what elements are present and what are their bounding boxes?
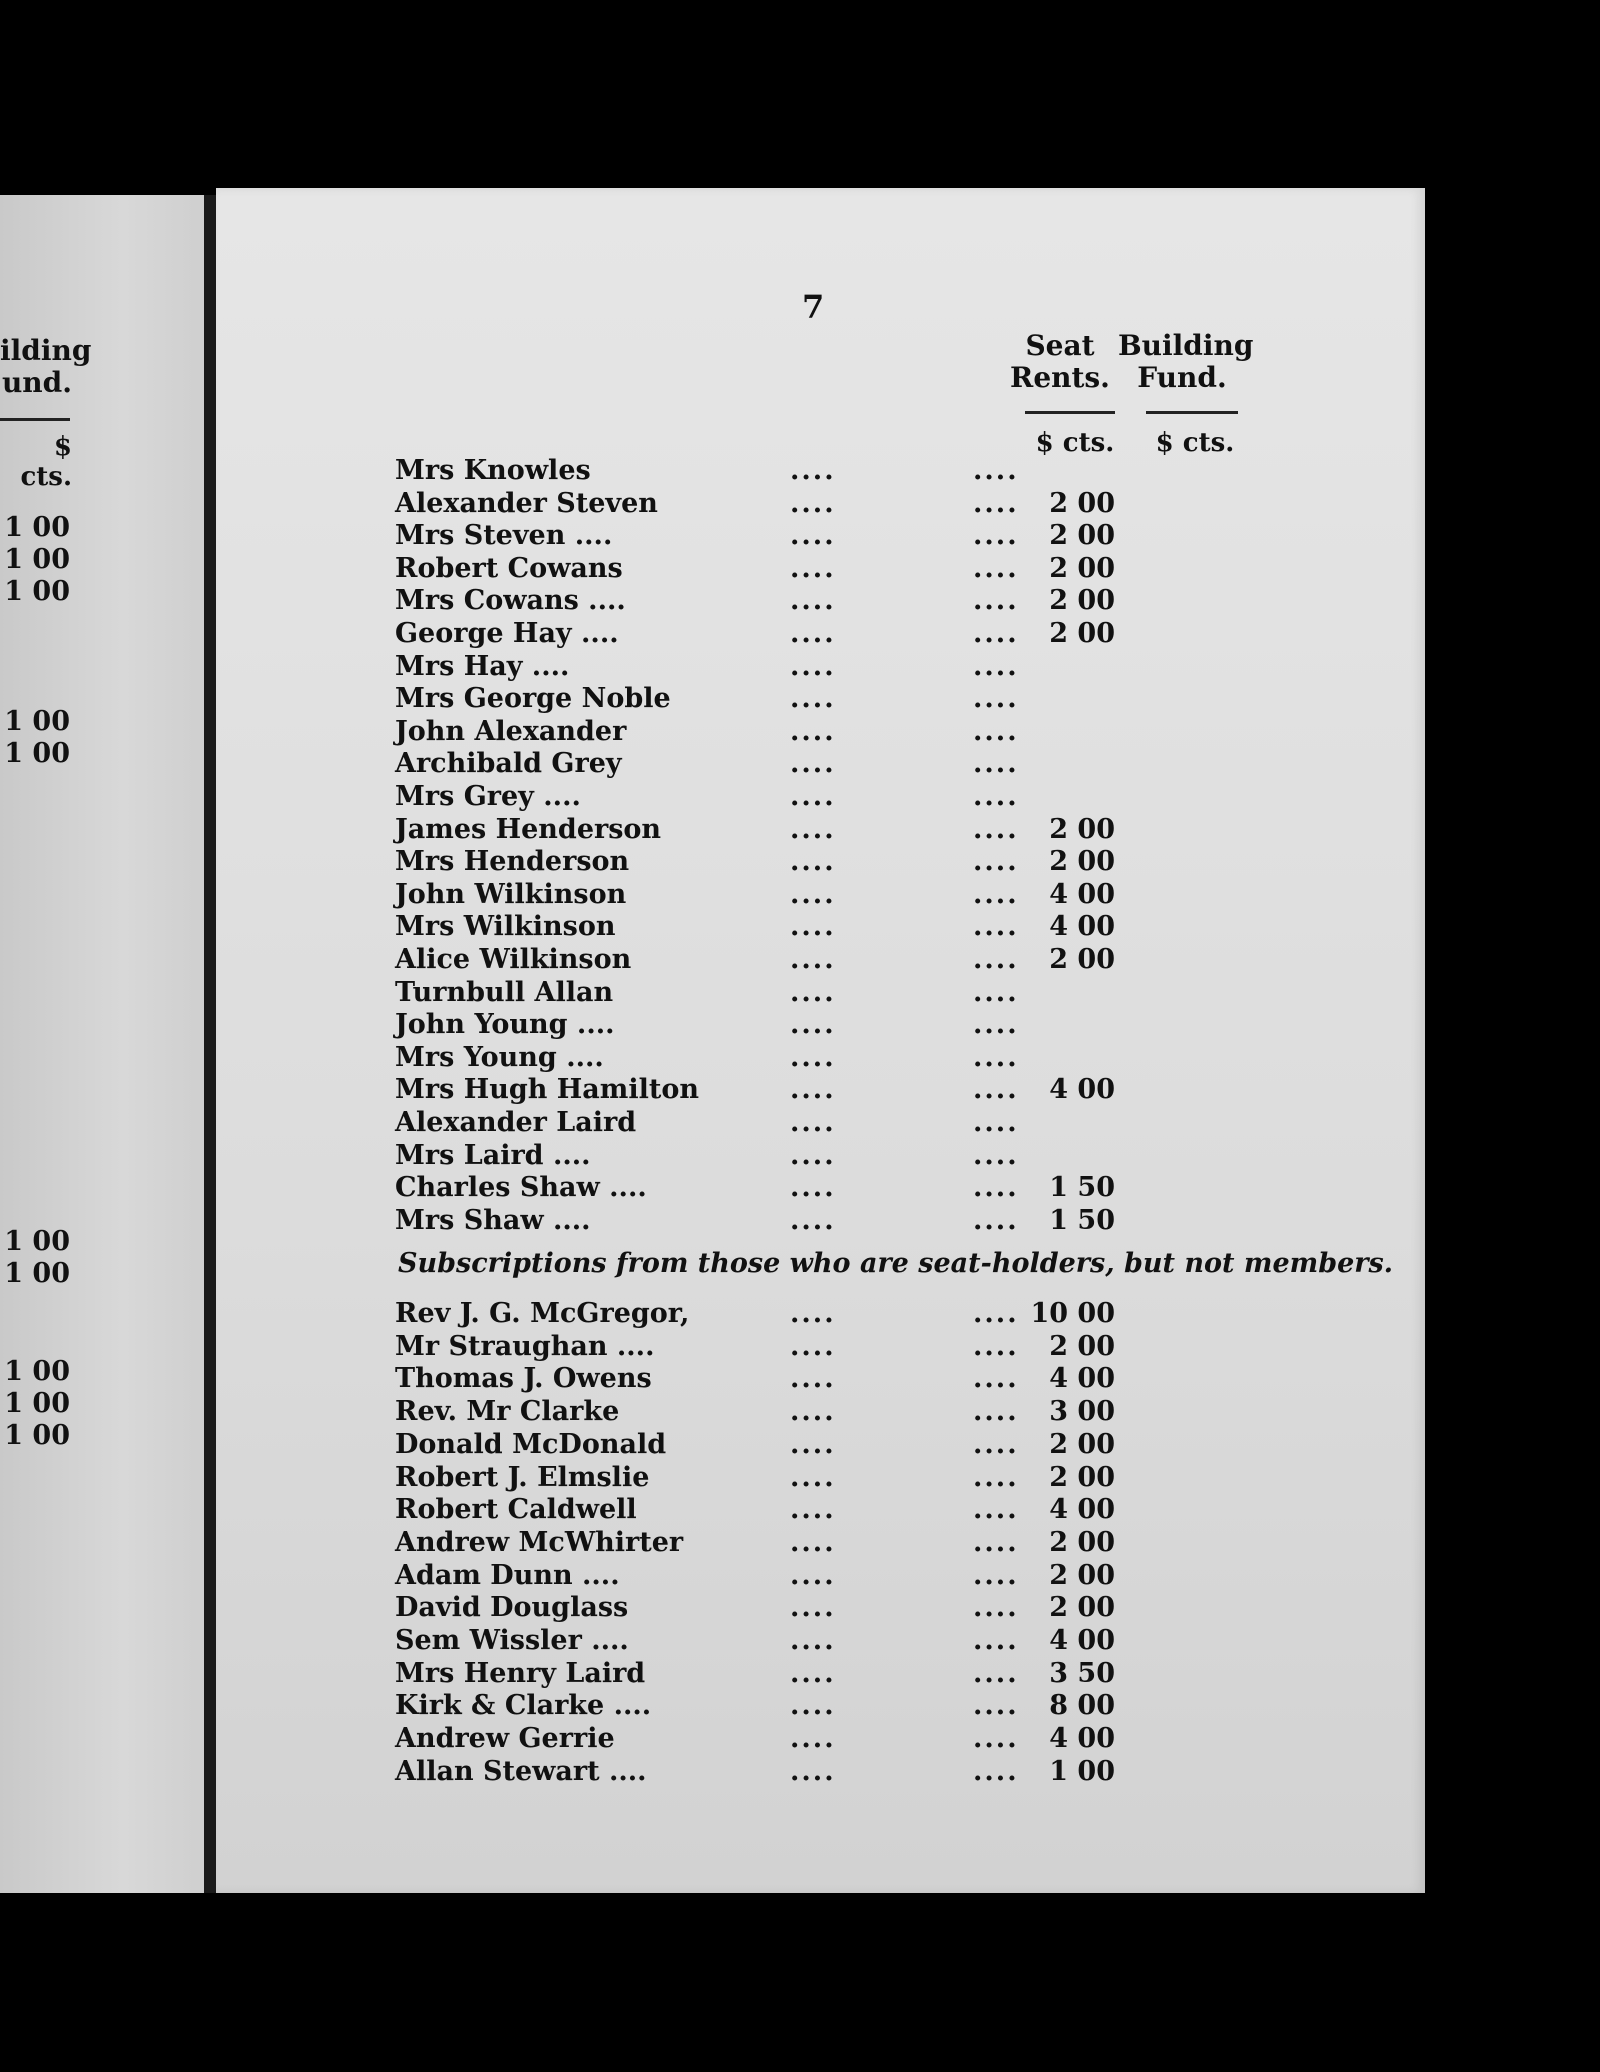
list-row (395, 879, 1155, 911)
list-row (395, 1592, 1155, 1624)
seat-rent-amount: 2 00 (1049, 1330, 1115, 1362)
leader-dots: .... (973, 813, 1019, 845)
page-number: 7 (802, 288, 825, 326)
list-row (395, 1527, 1155, 1559)
leader-dots: .... (973, 618, 1019, 649)
list-row (395, 1009, 1155, 1041)
seat-rent-amount: 2 00 (1049, 487, 1115, 519)
entry-name: Mrs George Noble (395, 683, 671, 715)
left-header-line1: ilding (0, 334, 92, 367)
entry-name: Alexander Laird (395, 1107, 637, 1138)
list-row (395, 911, 1155, 943)
list-row (395, 1107, 1155, 1139)
entry-name: David Douglass (395, 1592, 629, 1624)
leader-dots: .... (790, 976, 836, 1008)
leader-dots: .... (973, 552, 1019, 584)
seat-rent-amount: 2 00 (1049, 1461, 1115, 1493)
leader-dots: .... (790, 911, 836, 943)
leader-dots: .... (790, 1723, 836, 1755)
seat-rent-amount: 8 00 (1049, 1690, 1115, 1722)
list-row (395, 1172, 1155, 1204)
seat-rent-amount: 1 00 (1049, 1755, 1115, 1787)
entry-name: Mrs Cowans .... (395, 585, 626, 617)
leader-dots: .... (790, 1690, 836, 1722)
entry-name: Andrew Gerrie (395, 1723, 615, 1755)
leader-dots: .... (790, 1172, 836, 1204)
leader-dots: .... (790, 1428, 836, 1460)
leader-dots: .... (973, 585, 1019, 617)
leader-dots: .... (790, 748, 836, 780)
list-row (395, 520, 1155, 552)
entry-name: Mrs Hugh Hamilton (395, 1074, 699, 1106)
leader-dots: .... (790, 1041, 836, 1073)
leader-dots: .... (973, 1204, 1019, 1236)
list-row (395, 1462, 1155, 1494)
leader-dots: .... (790, 650, 836, 682)
leader-dots: .... (790, 1330, 836, 1362)
building-fund-line1: Building (1118, 329, 1254, 362)
building-fund-rule (1146, 411, 1238, 414)
leader-dots: .... (973, 1723, 1019, 1755)
leader-dots: .... (973, 878, 1019, 910)
leader-dots: .... (790, 1755, 836, 1787)
leader-dots: .... (973, 1559, 1019, 1591)
seat-rent-amount: 2 00 (1049, 944, 1115, 975)
seat-rent-amount: 3 00 (1049, 1396, 1115, 1428)
entry-name: Mrs Laird .... (395, 1139, 591, 1171)
entry-name: George Hay .... (395, 618, 619, 649)
seat-rents-header (1010, 330, 1110, 394)
seat-rent-amount: 1 50 (1049, 1204, 1115, 1236)
leader-dots: .... (790, 1461, 836, 1493)
entry-name: Donald McDonald (395, 1428, 667, 1460)
leader-dots: .... (973, 520, 1019, 552)
leader-dots: .... (973, 1461, 1019, 1493)
entry-name: Thomas J. Owens (395, 1363, 652, 1395)
leader-dots: .... (973, 1330, 1019, 1362)
list-row (395, 781, 1155, 813)
list-row (395, 1756, 1155, 1788)
leader-dots: .... (973, 944, 1019, 975)
leader-dots: .... (973, 1592, 1019, 1624)
left-value: 1 00 (4, 512, 70, 543)
leader-dots: .... (790, 944, 836, 975)
leader-dots: .... (790, 1363, 836, 1395)
left-building-fund-header (0, 334, 92, 399)
leader-dots: .... (973, 1657, 1019, 1689)
entry-name: Andrew McWhirter (395, 1526, 684, 1558)
seat-rent-amount: 4 00 (1049, 1625, 1115, 1656)
leader-dots: .... (790, 813, 836, 845)
seat-rent-amount: 2 00 (1049, 813, 1115, 845)
entry-name: Mrs Wilkinson (395, 911, 616, 943)
leader-dots: .... (973, 1625, 1019, 1656)
list-row (395, 1690, 1155, 1722)
left-value: 1 00 (4, 1420, 70, 1451)
leader-dots: .... (790, 585, 836, 617)
list-row (395, 1396, 1155, 1428)
left-value: 1 00 (4, 738, 70, 769)
leader-dots: .... (973, 1298, 1019, 1329)
list-row (395, 1140, 1155, 1172)
seat-rent-amount: 2 00 (1049, 585, 1115, 617)
entry-name: Allan Stewart .... (395, 1755, 647, 1787)
leader-dots: .... (790, 1009, 836, 1041)
left-value: 1 00 (4, 1258, 70, 1289)
building-fund-units: $ cts. (1155, 428, 1235, 458)
entry-name: Adam Dunn .... (395, 1559, 620, 1591)
leader-dots: .... (973, 976, 1019, 1008)
leader-dots: .... (973, 781, 1019, 812)
leader-dots: .... (973, 1428, 1019, 1460)
list-row (395, 846, 1155, 878)
page-gutter (204, 195, 216, 1893)
list-row (395, 651, 1155, 683)
seat-rent-amount: 3 50 (1049, 1657, 1115, 1689)
list-row (395, 455, 1155, 487)
entry-name: James Henderson (395, 813, 662, 845)
entry-name: Mrs Steven .... (395, 520, 613, 552)
seat-rent-amount: 4 00 (1049, 1074, 1115, 1106)
seat-rent-amount: 4 00 (1049, 1363, 1115, 1395)
section-heading: Subscriptions from those who are seat-holders, but not members. (398, 1248, 1394, 1279)
building-fund-header (1118, 329, 1254, 394)
seat-rent-amount: 2 00 (1049, 552, 1115, 584)
list-row (395, 1331, 1155, 1363)
entry-name: Mrs Henry Laird (395, 1657, 646, 1689)
entry-name: Rev. Mr Clarke (395, 1396, 620, 1428)
leader-dots: .... (790, 1559, 836, 1591)
leader-dots: .... (790, 455, 836, 486)
entry-name: Robert Cowans (395, 552, 623, 584)
left-units: $ cts. (20, 432, 72, 492)
leader-dots: .... (790, 1139, 836, 1171)
list-row (395, 1363, 1155, 1395)
seat-rent-amount: 2 00 (1049, 618, 1115, 649)
list-row (395, 977, 1155, 1009)
leader-dots: .... (973, 846, 1019, 878)
list-row (395, 814, 1155, 846)
leader-dots: .... (790, 683, 836, 715)
leader-dots: .... (790, 1107, 836, 1138)
leader-dots: .... (790, 1298, 836, 1329)
list-row (395, 1042, 1155, 1074)
leader-dots: .... (790, 1396, 836, 1428)
leader-dots: .... (790, 781, 836, 812)
seat-rent-amount: 2 00 (1049, 1592, 1115, 1624)
leader-dots: .... (790, 1204, 836, 1236)
leader-dots: .... (973, 1363, 1019, 1395)
left-header-rule (0, 418, 70, 421)
entry-name: Mrs Grey .... (395, 781, 581, 812)
left-value: 1 00 (4, 706, 70, 737)
list-row (395, 683, 1155, 715)
list-row (395, 1658, 1155, 1690)
left-value: 1 00 (4, 1356, 70, 1387)
entry-name: Mrs Henderson (395, 846, 630, 878)
leader-dots: .... (973, 1494, 1019, 1526)
seat-rent-amount: 10 00 (1030, 1298, 1115, 1329)
list-row (395, 488, 1155, 520)
entry-name: John Wilkinson (395, 878, 627, 910)
entry-name: John Young .... (395, 1009, 615, 1041)
leader-dots: .... (973, 715, 1019, 747)
seat-rent-amount: 4 00 (1049, 1723, 1115, 1755)
leader-dots: .... (790, 487, 836, 519)
seat-rent-amount: 4 00 (1049, 1494, 1115, 1526)
list-row (395, 1298, 1155, 1330)
leader-dots: .... (973, 1172, 1019, 1204)
list-row (395, 748, 1155, 780)
entry-name: Kirk & Clarke .... (395, 1690, 652, 1722)
list-row (395, 553, 1155, 585)
seat-rents-line1: Seat (1025, 329, 1095, 362)
leader-dots: .... (973, 1139, 1019, 1171)
list-row (395, 716, 1155, 748)
entry-name: Mrs Knowles (395, 455, 591, 486)
entry-name: Mrs Shaw .... (395, 1204, 591, 1236)
list-row (395, 1429, 1155, 1461)
leader-dots: .... (973, 487, 1019, 519)
seat-rent-amount: 2 00 (1049, 1526, 1115, 1558)
leader-dots: .... (973, 1009, 1019, 1041)
seat-rents-units: $ cts. (1035, 428, 1115, 458)
list-row (395, 944, 1155, 976)
list-row (395, 1560, 1155, 1592)
entry-name: Alice Wilkinson (395, 944, 632, 975)
list-row (395, 1205, 1155, 1237)
entry-name: Robert Caldwell (395, 1494, 637, 1526)
leader-dots: .... (973, 911, 1019, 943)
left-value: 1 00 (4, 544, 70, 575)
entry-name: Mrs Hay .... (395, 650, 570, 682)
seat-rent-amount: 2 00 (1049, 1428, 1115, 1460)
leader-dots: .... (973, 1396, 1019, 1428)
list-row (395, 1723, 1155, 1755)
entry-name: Mr Straughan .... (395, 1330, 655, 1362)
list-row (395, 585, 1155, 617)
seat-rent-amount: 2 00 (1049, 1559, 1115, 1591)
leader-dots: .... (790, 878, 836, 910)
leader-dots: .... (790, 1657, 836, 1689)
leader-dots: .... (973, 1041, 1019, 1073)
leader-dots: .... (790, 715, 836, 747)
entry-name: Sem Wissler .... (395, 1625, 629, 1656)
seat-rent-amount: 2 00 (1049, 520, 1115, 552)
list-row (395, 1494, 1155, 1526)
left-value: 1 00 (4, 1388, 70, 1419)
leader-dots: .... (973, 683, 1019, 715)
leader-dots: .... (973, 1074, 1019, 1106)
leader-dots: .... (973, 455, 1019, 486)
entry-name: Alexander Steven (395, 487, 658, 519)
list-row (395, 1625, 1155, 1657)
entry-name: Archibald Grey (395, 748, 622, 780)
entry-name: Mrs Young .... (395, 1041, 604, 1073)
entry-name: Robert J. Elmslie (395, 1461, 650, 1493)
left-header-line2: und. (1, 366, 72, 399)
seat-rents-line2: Rents. (1010, 361, 1110, 394)
leader-dots: .... (973, 1690, 1019, 1722)
leader-dots: .... (790, 1625, 836, 1656)
entry-name: Charles Shaw .... (395, 1172, 647, 1204)
leader-dots: .... (973, 650, 1019, 682)
left-value: 1 00 (4, 1226, 70, 1257)
left-value: 1 00 (4, 576, 70, 607)
leader-dots: .... (790, 1074, 836, 1106)
leader-dots: .... (790, 1526, 836, 1558)
seat-rent-amount: 1 50 (1049, 1172, 1115, 1204)
building-fund-line2: Fund. (1137, 361, 1227, 394)
leader-dots: .... (973, 1755, 1019, 1787)
leader-dots: .... (790, 520, 836, 552)
seat-rent-amount: 2 00 (1049, 846, 1115, 878)
leader-dots: .... (790, 618, 836, 649)
list-row (395, 1074, 1155, 1106)
entry-name: Rev J. G. McGregor, (395, 1298, 690, 1329)
leader-dots: .... (973, 1526, 1019, 1558)
leader-dots: .... (790, 846, 836, 878)
leader-dots: .... (790, 1494, 836, 1526)
leader-dots: .... (790, 1592, 836, 1624)
entry-name: Turnbull Allan (395, 976, 614, 1008)
entry-name: John Alexander (395, 715, 627, 747)
seat-rent-amount: 4 00 (1049, 878, 1115, 910)
seat-rents-rule (1025, 411, 1115, 414)
seat-rent-amount: 4 00 (1049, 911, 1115, 943)
leader-dots: .... (973, 1107, 1019, 1138)
list-row (395, 618, 1155, 650)
leader-dots: .... (790, 552, 836, 584)
leader-dots: .... (973, 748, 1019, 780)
